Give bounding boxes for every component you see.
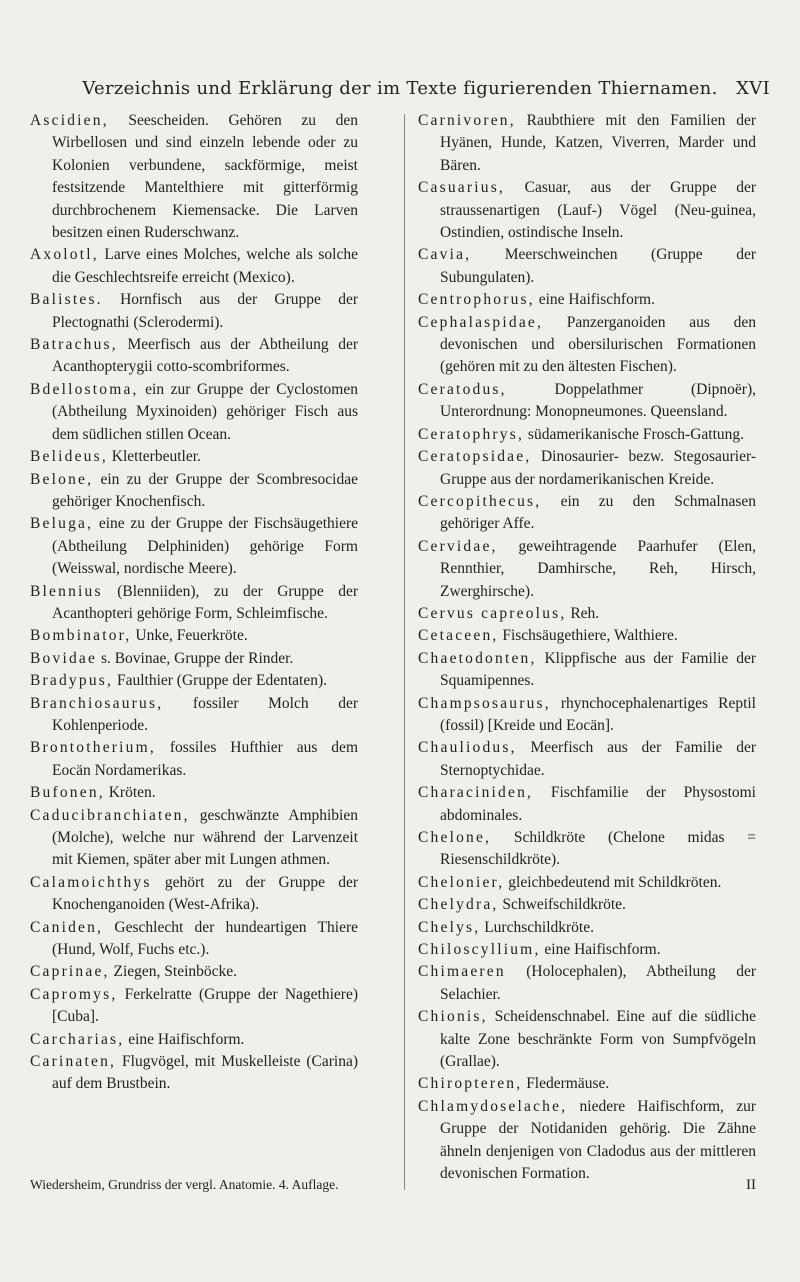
entry-term: Chionis,: [418, 1008, 488, 1026]
glossary-entry: [418, 827, 756, 872]
entry-definition: Geschlecht der hundeartigen Thiere (Hund, Wolf, Fuchs etc.).: [52, 918, 358, 959]
entry-definition: Scheidenschnabel. Eine auf die südliche kalte Zone beschränkte Form von Sumpfvögeln (Grallae).: [440, 1008, 756, 1071]
entry-term: Belideus,: [30, 448, 108, 466]
glossary-entry: [30, 625, 358, 647]
running-header: [30, 78, 770, 102]
entry-term: Cephalaspidae,: [418, 313, 544, 331]
entry-term: Carcharias,: [30, 1030, 125, 1048]
entry-definition: eine Haifischform.: [124, 1030, 245, 1048]
entry-definition: Doppelathmer (Dipnoër), Unterordnung: Monopneumones. Queensland.: [440, 380, 756, 421]
glossary-entry: [30, 1029, 358, 1051]
entry-term: Brontotherium,: [30, 739, 156, 757]
glossary-entry: [30, 1051, 358, 1096]
entry-definition: ein zu den Schmalnasen gehöriger Affe.: [440, 492, 756, 533]
glossary-entry: [418, 289, 756, 311]
entry-definition: Hornfisch aus der Gruppe der Plectognathi (Sclerodermi).: [52, 291, 358, 331]
glossary-entry: [418, 424, 756, 446]
entry-definition: (Blenniiden), zu der Gruppe der Acanthopteri gehörige Form, Schleimfische.: [52, 582, 358, 622]
entry-definition: s. Bovinae, Gruppe der Rinder.: [97, 649, 294, 667]
signature-mark: II: [746, 1177, 756, 1193]
glossary-entry: [30, 289, 358, 334]
entry-term: Caprinae,: [30, 963, 110, 981]
entry-term: Bradypus,: [30, 672, 114, 690]
glossary-entry: [418, 894, 756, 916]
entry-definition: Panzerganoiden aus den devonischen und obersilurischen Formationen (gehören mit zu den ältesten Fischen).: [440, 313, 756, 376]
glossary-entry: [30, 110, 358, 244]
entry-definition: Kletterbeutler.: [107, 448, 201, 466]
glossary-entry: [30, 513, 358, 580]
entry-term: Champsosaurus,: [418, 694, 551, 712]
entry-term: Cervidae,: [418, 537, 498, 555]
entry-definition: Lurchschildkröte.: [480, 918, 594, 936]
glossary-entry: [30, 961, 358, 983]
entry-term: Chelonier,: [418, 873, 505, 891]
entry-definition: gehört zu der Gruppe der Knochenganoiden (West-Afrika).: [52, 873, 358, 914]
entry-term: Chaetodonten,: [418, 649, 537, 667]
entry-definition: geschwänzte Amphibien (Molche), welche nur während der Larvenzeit mit Kiemen, später aber mit Lungen athmen.: [52, 806, 358, 869]
entry-term: Centrophorus,: [418, 291, 535, 309]
entry-definition: ein zu der Gruppe der Scombresocidae gehöriger Knochenfisch.: [52, 470, 358, 510]
entry-term: Calamoichthys: [30, 873, 152, 891]
entry-term: Chiloscyllium,: [418, 941, 541, 959]
entry-definition: Fischfamilie der Physostomi abdominales.: [440, 784, 756, 824]
entry-term: Branchiosaurus,: [30, 694, 164, 712]
entry-definition: eine Haifischform.: [534, 291, 655, 309]
page-footer: [30, 1177, 756, 1199]
entry-definition: südamerikanische Frosch-Gattung.: [524, 425, 745, 443]
entry-definition: niedere Haifischform, zur Gruppe der Notidaniden gehörig. Die Zähne ähneln denjenigen von Cladodus aus der mittleren devonischen Formation.: [440, 1097, 756, 1183]
entry-definition: Larve eines Molches, welche als solche die Geschlechtsreife erreicht (Mexico).: [52, 246, 358, 286]
entry-definition: Dinosaurier- bezw. Stegosaurier-Gruppe aus der nordamerikanischen Kreide.: [440, 448, 756, 488]
glossary-entry: [30, 737, 358, 782]
entry-term: Belone,: [30, 470, 94, 488]
glossary-entry: [418, 603, 756, 625]
glossary-entry: [418, 693, 756, 738]
glossary-entry: [30, 782, 358, 804]
entry-definition: Klippfische aus der Familie der Squamipennes.: [440, 649, 756, 690]
glossary-entry: [418, 1073, 756, 1095]
entry-term: Carnivoren,: [418, 112, 516, 129]
glossary-entry: [30, 379, 358, 446]
glossary-entry: [418, 737, 756, 782]
entry-term: Carinaten,: [30, 1053, 117, 1071]
entry-definition: ein zur Gruppe der Cyclostomen (Abtheilung Myxinoiden) gehöriger Fisch aus dem südlichen stillen Ocean.: [52, 380, 358, 443]
entry-definition: Raubthiere mit den Familien der Hyänen, Hunde, Katzen, Viverren, Marder und Bären.: [440, 112, 756, 174]
glossary-entry: [418, 110, 756, 177]
entry-term: Axolotl,: [30, 246, 99, 264]
entry-definition: Ferkelratte (Gruppe der Nagethiere) [Cuba].: [52, 985, 358, 1026]
glossary-entry: [30, 984, 358, 1029]
entry-term: Chelys,: [418, 918, 481, 936]
entry-term: Bombinator,: [30, 627, 132, 645]
entry-term: Chimaeren: [418, 963, 506, 981]
glossary-entry: [30, 805, 358, 872]
glossary-entry: [418, 379, 756, 424]
entry-term: Chiropteren,: [418, 1075, 523, 1093]
entry-definition: Meerschweinchen (Gruppe der Subungulaten).: [440, 246, 756, 286]
glossary-entry: [418, 1096, 756, 1186]
entry-term: Ascidien,: [30, 112, 109, 129]
entry-term: Chelydra,: [418, 896, 499, 914]
entry-term: Capromys,: [30, 985, 118, 1003]
glossary-entry: [30, 469, 358, 514]
footer-source: Wiedersheim, Grundriss der vergl. Anatomie. 4. Auflage.: [30, 1177, 339, 1192]
entry-term: Cetaceen,: [418, 627, 499, 645]
entry-definition: (Holocephalen), Abtheilung der Selachier.: [440, 963, 756, 1003]
glossary-entry: [418, 491, 756, 536]
entry-definition: geweihtragende Paarhufer (Elen, Rennthier, Damhirsche, Reh, Hirsch, Zwerghirsche).: [440, 537, 756, 600]
glossary-entry: [30, 693, 358, 738]
entry-term: Bufonen,: [30, 784, 105, 802]
entry-definition: Meerfisch aus der Abtheilung der Acanthopterygii cotto-scombriformes.: [52, 336, 358, 376]
entry-definition: eine zu der Gruppe der Fischsäugethiere (Abtheilung Delphiniden) gehörige Form (Weisswal, nordische Meere).: [52, 515, 358, 578]
entry-term: Chauliodus,: [418, 739, 517, 757]
entry-definition: Unke, Feuerkröte.: [131, 627, 248, 645]
entry-definition: Fischsäugethiere, Walthiere.: [498, 627, 678, 645]
entry-definition: Schildkröte (Chelone midas = Riesenschildkröte).: [440, 829, 756, 869]
entry-definition: eine Haifischform.: [540, 941, 661, 959]
entry-term: Blennius: [30, 582, 103, 600]
entry-definition: Fledermäuse.: [522, 1075, 610, 1093]
entry-definition: gleichbedeutend mit Schildkröten.: [504, 873, 722, 891]
entry-definition: Meerfisch aus der Familie der Sternoptychidae.: [440, 739, 756, 779]
entry-term: Cervus capreolus,: [418, 604, 567, 622]
glossary-entry: [418, 1006, 756, 1073]
glossary-entry: [30, 446, 358, 468]
glossary-entry: [418, 939, 756, 961]
entry-term: Chlamydoselache,: [418, 1097, 568, 1115]
glossary-entry: [418, 625, 756, 647]
entry-definition: rhynchocephalenartiges Reptil (fossil) [Kreide und Eocän].: [440, 694, 756, 734]
entry-term: Bdellostoma,: [30, 380, 139, 398]
entry-term: Balistes.: [30, 291, 103, 309]
glossary-entry: [30, 334, 358, 379]
left-column: [30, 110, 358, 1096]
glossary-entry: [418, 177, 756, 244]
entry-term: Caducibranchiaten,: [30, 806, 190, 824]
glossary-entry: [30, 670, 358, 692]
entry-term: Beluga,: [30, 515, 94, 533]
glossary-entry: [30, 648, 358, 670]
glossary-entry: [418, 244, 756, 289]
entry-definition: Casuar, aus der Gruppe der straussenartigen (Lauf-) Vögel (Neu-guinea, Ostindien, ostindische Inseln.: [440, 179, 756, 242]
entry-term: Casuarius,: [418, 179, 506, 197]
glossary-entry: [418, 961, 756, 1006]
entry-definition: Faulthier (Gruppe der Edentaten).: [113, 672, 327, 690]
entry-term: Characiniden,: [418, 784, 534, 802]
right-column: [418, 110, 756, 1186]
entry-definition: fossiles Hufthier aus dem Eocän Nordamerikas.: [52, 739, 358, 779]
entry-definition: Flugvögel, mit Muskelleiste (Carina) auf dem Brustbein.: [52, 1053, 358, 1093]
glossary-entry: [418, 917, 756, 939]
glossary-entry: [418, 648, 756, 693]
glossary-entry: [30, 917, 358, 962]
entry-definition: Seescheiden. Gehören zu den Wirbellosen und sind einzeln lebende oder zu Kolonien verbundene, sackförmige, meist festsitzende Mantelthiere mit gitterförmig durchbrochenem Kiemensacke. Die Larven besitzen einen Ruderschwanz.: [52, 112, 358, 242]
glossary-entry: [30, 581, 358, 626]
entry-term: Ceratopsidae,: [418, 448, 532, 466]
glossary-entry: [418, 872, 756, 894]
entry-definition: Kröten.: [104, 784, 156, 802]
entry-definition: Ziegen, Steinböcke.: [109, 963, 238, 981]
entry-term: Ceratodus,: [418, 380, 507, 398]
entry-definition: fossiler Molch der Kohlenperiode.: [52, 694, 358, 734]
entry-definition: Reh.: [566, 604, 600, 622]
glossary-entry: [418, 782, 756, 827]
entry-term: Caniden,: [30, 918, 104, 936]
glossary-entry: [418, 446, 756, 491]
entry-term: Batrachus,: [30, 336, 118, 354]
glossary-entry: [418, 312, 756, 379]
entry-term: Bovidae: [30, 649, 98, 667]
glossary-entry: [30, 244, 358, 289]
column-divider: [404, 114, 405, 1190]
page-number: XVI: [736, 78, 770, 99]
entry-term: Chelone,: [418, 829, 492, 846]
entry-term: Ceratophrys,: [418, 425, 525, 443]
glossary-entry: [418, 536, 756, 603]
entry-definition: Schweifschildkröte.: [498, 896, 626, 914]
entry-term: Cavia,: [418, 246, 472, 264]
header-title: Verzeichnis und Erklärung der im Texte figurierenden Thiernamen.: [82, 78, 718, 99]
entry-term: Cercopithecus,: [418, 492, 542, 510]
glossary-entry: [30, 872, 358, 917]
